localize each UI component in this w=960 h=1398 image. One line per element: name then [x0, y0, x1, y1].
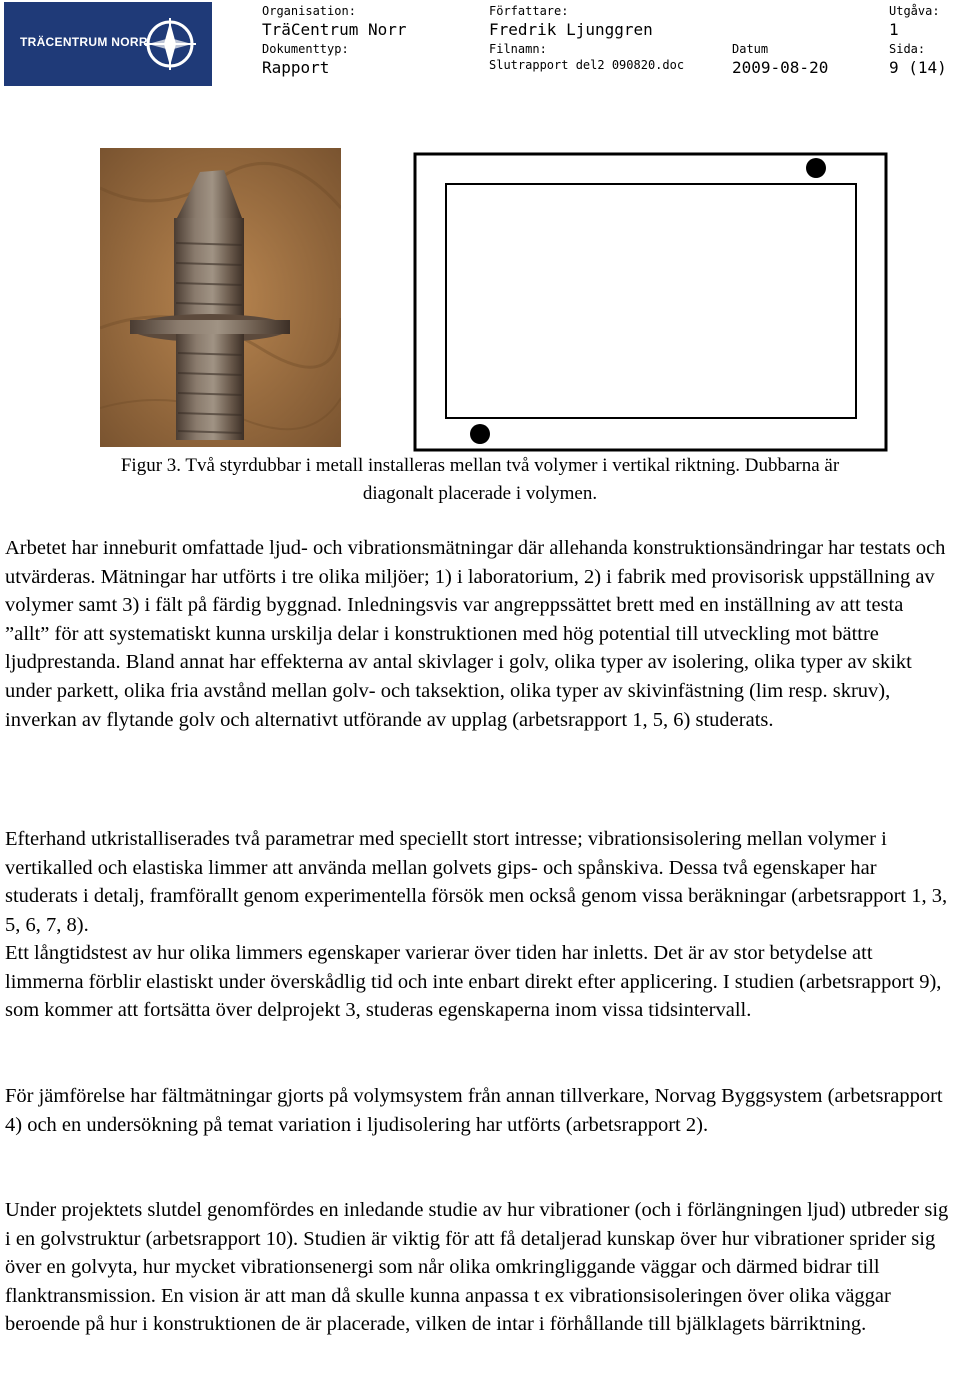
compass-logo-icon — [140, 16, 200, 72]
date-value: 2009-08-20 — [732, 58, 829, 77]
dowel-placement-diagram — [410, 148, 894, 454]
paragraph-5: Under projektets slutdel genomfördes en inledande studie av hur vibrationer (och i förlängningen ljud) utbreder sig i en golvstruktur (arbetsrapport 10). Studien är viktig för att få detaljerad kunskap över hur vibrationer sprider sig över en golvyta, hur mycket vibrationsenergi som når olika omkringliggande väggar och därmed bidrar till flanktransmission. En vision är att man då skulle kunna anpassa t ex vibrationsisoleringen över olika väggar beroende på hur i konstruktionen de är placerade, vilken de intar i förhållande till bjälklagets bärriktning. — [5, 1199, 949, 1336]
doctype-label: Dokumenttyp: — [262, 42, 349, 56]
paragraph-3: Ett långtidstest av hur olika limmers egenskaper varierar över tiden har inletts. Det är av stor betydelse att limmerna förblir elastiskt under överskådlig tid och inte enbart direkt efter applicering. I studien (arbetsrapport 9), som kommer att fortsätta över delprojekt 3, studeras egenskaperna inom vissa tidsintervall. — [5, 942, 942, 1022]
paragraph-4: För jämförelse har fältmätningar gjorts på volymsystem från annan tillverkare, Norvag Byggsystem (arbetsrapport 4) och en undersökning på temat variation i ljudisolering har utförts (arbetsrapport 2). — [5, 1085, 943, 1136]
edition-label: Utgåva: — [889, 4, 940, 18]
org-value: TräCentrum Norr — [262, 20, 407, 39]
filename-label: Filnamn: — [489, 42, 547, 56]
date-label: Datum — [732, 42, 769, 56]
edition-value: 1 — [889, 20, 899, 39]
paragraph-1: Arbetet har inneburit omfattade ljud- och vibrationsmätningar där allehanda konstruktionsändringar har testats och utvärderas. Mätningar har utförts i tre olika miljöer; 1) i laboratorium, 2) i fabrik med provisorisk uppställning av volymer samt 3) i fält på färdig byggnad. Inledningsvis var angreppssättet brett med en inställning av att testa ”allt” för att systematiskt kunna urskilja delar i konstruktionen med hög potential till utveckling mot bättre ljudprestanda. Bland annat har effekterna av antal skivlager i golv, olika typer av isolering, olika typer av skikt under parkett, olika fria avstånd mellan golv- och taksektion, olika typer av skivinfästning (lim resp. skruv), inverkan av flytande golv och alternativt utförande av upplag (arbetsrapport 1, 5, 6) studerats. — [5, 537, 946, 731]
page-value: 9 (14) — [889, 58, 947, 77]
dowel-photo — [100, 148, 341, 447]
author-label: Författare: — [489, 4, 569, 18]
filename-value: Slutrapport del2 090820.doc — [489, 58, 685, 72]
org-label: Organisation: — [262, 4, 356, 18]
dowel-marker-top-right — [806, 158, 826, 178]
doctype-value: Rapport — [262, 58, 330, 77]
paragraph-2: Efterhand utkristalliserades två parametrar med speciellt stort intresse; vibrationsisolering mellan volymer i vertikalled och elastiska limmer att använda mellan golvets gips- och spånskiva. Dessa två egenskaper har studerats i detalj, framförallt genom experimentella försök men också genom vissa beräkningar (arbetsrapport 1, 3, 5, 6, 7, 8). — [5, 828, 948, 936]
page-label: Sida: — [889, 42, 926, 56]
caption-line-2: diagonalt placerade i volymen. — [362, 483, 598, 504]
dowel-marker-bottom-left — [470, 424, 490, 444]
logo-text: TRÄCENTRUM NORR — [20, 35, 148, 49]
caption-line-1: Figur 3. Två styrdubbar i metall installeras mellan två volymer i vertikal riktning. Dubbarna är — [120, 455, 840, 476]
logo — [4, 2, 212, 86]
figure-caption — [30, 452, 930, 508]
author-value: Fredrik Ljunggren — [489, 20, 653, 39]
